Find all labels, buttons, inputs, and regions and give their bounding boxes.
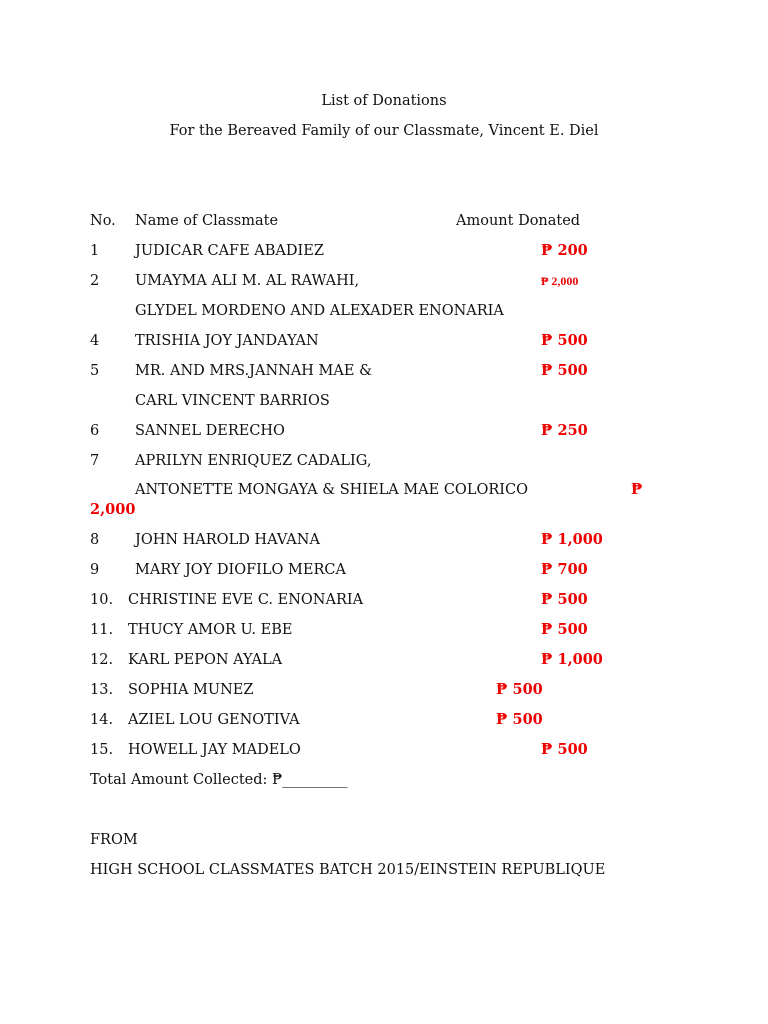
document-title: List of Donations — [321, 93, 447, 109]
header-amount: Amount Donated — [456, 213, 581, 229]
entry-amount: ₱ 500 — [541, 621, 588, 638]
entry-amount: ₱ 1,000 — [541, 531, 603, 548]
entry-name: JUDICAR CAFE ABADIEZ — [135, 243, 324, 259]
entry-name: THUCY AMOR U. EBE — [128, 622, 293, 638]
entry-name: SOPHIA MUNEZ — [128, 682, 254, 698]
entry-no: 13. — [90, 682, 114, 698]
entry-no: 5 — [90, 363, 100, 379]
entry-name: JOHN HAROLD HAVANA — [135, 532, 320, 548]
entry-amount: ₱ 500 — [541, 362, 588, 379]
entry-name: UMAYMA ALI M. AL RAWAHI, — [135, 273, 360, 289]
entry-no: 10. — [90, 592, 114, 608]
entry-amount: ₱ 500 — [496, 711, 543, 728]
entry-name: KARL PEPON AYALA — [128, 652, 283, 668]
entry-name-continued: GLYDEL MORDENO AND ALEXADER ENONARIA — [135, 303, 504, 319]
entry-no: 2 — [90, 273, 100, 289]
entry-no: 11. — [90, 622, 114, 638]
entry-name: HOWELL JAY MADELO — [128, 742, 301, 758]
from-value: HIGH SCHOOL CLASSMATES BATCH 2015/EINSTEIN REPUBLIQUE — [90, 862, 606, 878]
entry-amount: ₱ 500 — [541, 591, 588, 608]
header-name: Name of Classmate — [135, 213, 279, 229]
entry-name-continued: CARL VINCENT BARRIOS — [135, 393, 330, 409]
entry-no: 9 — [90, 562, 100, 578]
entry-amount: ₱ 700 — [541, 561, 588, 578]
from-label: FROM — [90, 832, 138, 848]
entry-no: 7 — [90, 453, 100, 469]
entry-name: TRISHIA JOY JANDAYAN — [135, 333, 319, 349]
entry-name: SANNEL DERECHO — [135, 423, 285, 439]
entry-amount: ₱ 1,000 — [541, 651, 603, 668]
entry-name: MARY JOY DIOFILO MERCA — [135, 562, 346, 578]
entry-amount: ₱ 500 — [541, 332, 588, 349]
document-subtitle: For the Bereaved Family of our Classmate, Vincent E. Diel — [169, 123, 599, 139]
entry-no: 6 — [90, 423, 100, 439]
entry-no: 12. — [90, 652, 114, 668]
entry-amount-symbol: ₱ — [631, 481, 643, 498]
entry-amount: ₱ 2,000 — [541, 274, 579, 288]
entry-amount: ₱ 500 — [541, 741, 588, 758]
entry-name: AZIEL LOU GENOTIVA — [128, 712, 300, 728]
entry-no: 4 — [90, 333, 100, 349]
entry-name: CHRISTINE EVE C. ENONARIA — [128, 592, 364, 608]
entry-name-continued: ANTONETTE MONGAYA & SHIELA MAE COLORICO — [135, 482, 528, 498]
entry-name: APRILYN ENRIQUEZ CADALIG, — [135, 453, 372, 469]
entry-no: 1 — [90, 243, 100, 259]
entry-no: 14. — [90, 712, 114, 728]
entry-no: 8 — [90, 532, 100, 548]
total-amount-label: Total Amount Collected: ₱_________ — [90, 772, 348, 788]
entry-amount: ₱ 500 — [496, 681, 543, 698]
entry-amount-value: 2,000 — [90, 501, 136, 518]
entry-name: MR. AND MRS.JANNAH MAE & — [135, 363, 372, 379]
entry-no: 15. — [90, 742, 114, 758]
entry-amount: ₱ 200 — [541, 242, 588, 259]
header-no: No. — [90, 213, 116, 229]
entry-amount: ₱ 250 — [541, 422, 588, 439]
